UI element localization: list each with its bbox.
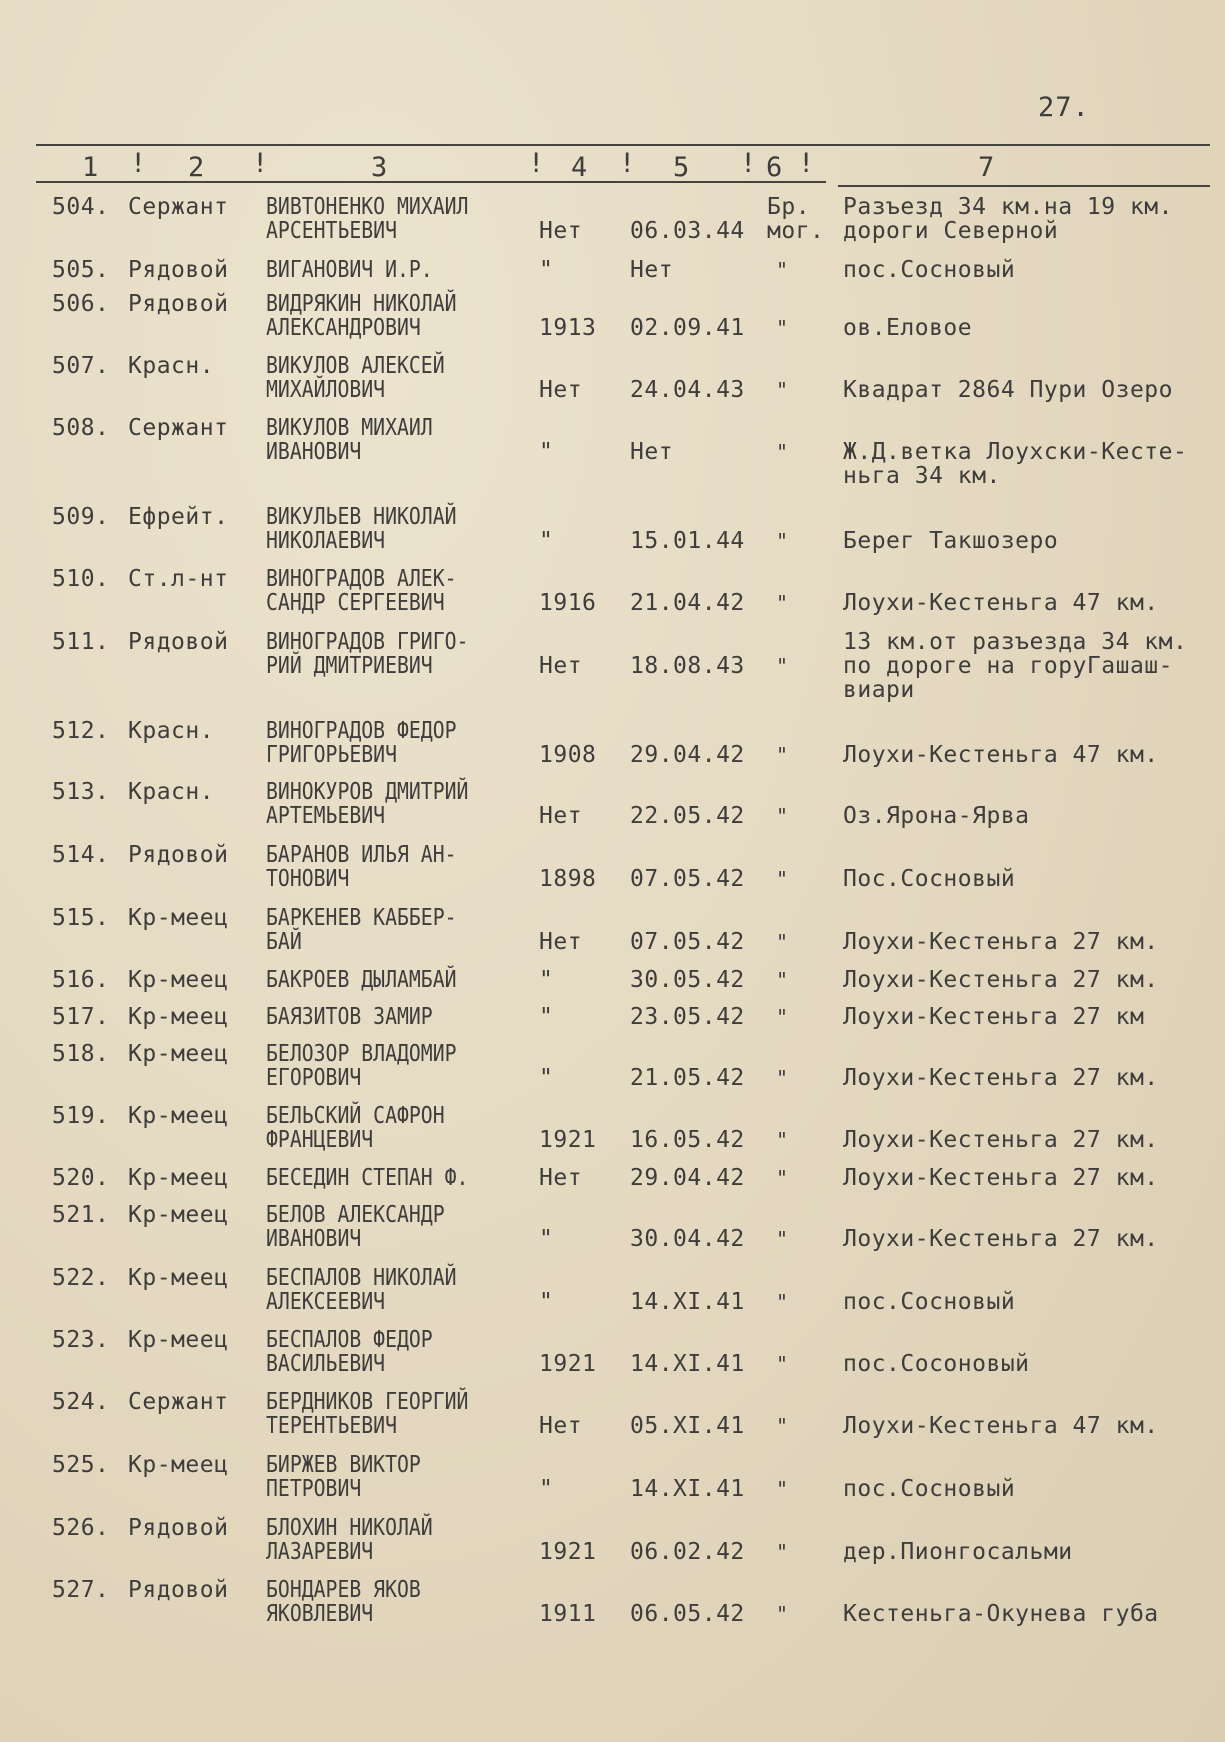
row-burial-type: " bbox=[776, 1005, 789, 1029]
row-number: 506. bbox=[52, 291, 110, 317]
row-burial-type: " bbox=[776, 1602, 789, 1626]
row-birth-year: 1921 bbox=[539, 1351, 597, 1377]
row-rank: Красн. bbox=[128, 779, 215, 805]
row-name: БЕСЕДИН СТЕПАН Ф. bbox=[266, 1165, 469, 1191]
header-top-rule bbox=[36, 144, 1210, 146]
row-name: БЕЛЬСКИЙ САФРОН bbox=[266, 1103, 445, 1129]
row-rank: Кр-меец bbox=[128, 1202, 229, 1228]
row-name: БЕЛОВ АЛЕКСАНДР bbox=[266, 1202, 445, 1228]
row-name: БАРКЕНЕВ КАББЕР- bbox=[266, 905, 457, 931]
row-number: 516. bbox=[52, 967, 110, 993]
row-name: БЛОХИН НИКОЛАЙ bbox=[266, 1515, 433, 1541]
row-number: 508. bbox=[52, 415, 110, 441]
row-death-date: 23.05.42 bbox=[630, 1004, 745, 1030]
row-rank: Рядовой bbox=[128, 1577, 229, 1603]
row-death-date: 30.05.42 bbox=[630, 967, 745, 993]
column-separator: ! bbox=[619, 148, 636, 179]
row-number: 505. bbox=[52, 257, 110, 283]
row-death-date: 06.02.42 bbox=[630, 1539, 745, 1565]
row-birth-year: " bbox=[539, 439, 554, 465]
row-death-date: 24.04.43 bbox=[630, 377, 745, 403]
row-rank: Рядовой bbox=[128, 257, 229, 283]
row-rank: Красн. bbox=[128, 718, 215, 744]
row-burial-place: Лоухи-Кестеньга 27 км. bbox=[843, 1127, 1159, 1153]
column-header-5: 5 bbox=[673, 152, 690, 183]
row-burial-place: 13 км.от разъезда 34 км. bbox=[843, 629, 1188, 655]
row-name: ВИНОГРАДОВ АЛЕК- bbox=[266, 566, 457, 592]
row-number: 522. bbox=[52, 1265, 110, 1291]
row-name: АЛЕКСАНДРОВИЧ bbox=[266, 315, 421, 341]
row-number: 527. bbox=[52, 1577, 110, 1603]
row-rank: Кр-меец bbox=[128, 1265, 229, 1291]
row-burial-place: пос.Сосновый bbox=[843, 257, 1016, 283]
row-birth-year: Нет bbox=[539, 929, 583, 955]
row-name: БАКРОЕВ ДЫЛАМБАЙ bbox=[266, 967, 457, 993]
row-number: 509. bbox=[52, 504, 110, 530]
row-name: ГРИГОРЬЕВИЧ bbox=[266, 742, 398, 768]
row-birth-year: Нет bbox=[539, 653, 583, 679]
row-number: 507. bbox=[52, 353, 110, 379]
row-burial-type: " bbox=[776, 743, 789, 767]
row-rank: Рядовой bbox=[128, 1515, 229, 1541]
row-burial-type: " bbox=[776, 804, 789, 828]
row-birth-year: " bbox=[539, 528, 554, 554]
row-burial-place: дер.Пионгосальми bbox=[843, 1539, 1073, 1565]
row-burial-type: " bbox=[776, 1540, 789, 1564]
row-number: 521. bbox=[52, 1202, 110, 1228]
row-name: ЕГОРОВИЧ bbox=[266, 1065, 362, 1091]
row-name: ВИВТОНЕНКО МИХАИЛ bbox=[266, 194, 469, 220]
row-death-date: 18.08.43 bbox=[630, 653, 745, 679]
row-rank: Кр-меец bbox=[128, 1041, 229, 1067]
row-name: БЕРДНИКОВ ГЕОРГИЙ bbox=[266, 1389, 469, 1415]
row-number: 526. bbox=[52, 1515, 110, 1541]
row-burial-place: виари bbox=[843, 677, 915, 703]
row-burial-place: Лоухи-Кестеньга 47 км. bbox=[843, 742, 1159, 768]
row-burial-type: " bbox=[776, 867, 789, 891]
row-name: ПЕТРОВИЧ bbox=[266, 1476, 362, 1502]
column-header-1: 1 bbox=[82, 152, 99, 183]
row-burial-place: ньга 34 км. bbox=[843, 463, 1001, 489]
row-name: ВИНОКУРОВ ДМИТРИЙ bbox=[266, 779, 469, 805]
column-separator: ! bbox=[528, 148, 545, 179]
row-death-date: 14.XI.41 bbox=[630, 1289, 745, 1315]
row-name: ВИКУЛОВ МИХАИЛ bbox=[266, 415, 433, 441]
row-birth-year: 1921 bbox=[539, 1127, 597, 1153]
row-burial-place: Берег Такшозеро bbox=[843, 528, 1059, 554]
row-rank: Кр-меец bbox=[128, 967, 229, 993]
row-burial-place: Лоухи-Кестеньга 27 км. bbox=[843, 967, 1159, 993]
row-birth-year: Нет bbox=[539, 1413, 583, 1439]
row-rank: Кр-меец bbox=[128, 1327, 229, 1353]
row-birth-year: " bbox=[539, 1004, 554, 1030]
row-burial-type: " bbox=[776, 258, 789, 282]
row-rank: Сержант bbox=[128, 1389, 229, 1415]
row-burial-type: " bbox=[776, 1066, 789, 1090]
row-number: 517. bbox=[52, 1004, 110, 1030]
row-number: 523. bbox=[52, 1327, 110, 1353]
row-burial-place: Лоухи-Кестеньга 47 км. bbox=[843, 590, 1159, 616]
row-name: САНДР СЕРГЕЕВИЧ bbox=[266, 590, 445, 616]
row-death-date: 16.05.42 bbox=[630, 1127, 745, 1153]
row-birth-year: Нет bbox=[539, 377, 583, 403]
row-death-date: 21.04.42 bbox=[630, 590, 745, 616]
column-separator: ! bbox=[740, 148, 757, 179]
row-birth-year: 1908 bbox=[539, 742, 597, 768]
row-rank: Кр-меец bbox=[128, 1452, 229, 1478]
row-name: БОНДАРЕВ ЯКОВ bbox=[266, 1577, 421, 1603]
row-burial-place: дороги Северной bbox=[843, 218, 1059, 244]
row-name: РИЙ ДМИТРИЕВИЧ bbox=[266, 653, 433, 679]
row-burial-type: " bbox=[776, 968, 789, 992]
row-name: БАЯЗИТОВ ЗАМИР bbox=[266, 1004, 433, 1030]
row-number: 519. bbox=[52, 1103, 110, 1129]
row-birth-year: 1911 bbox=[539, 1601, 597, 1627]
row-death-date: 29.04.42 bbox=[630, 1165, 745, 1191]
row-burial-type: " bbox=[776, 1128, 789, 1152]
row-burial-place: по дороге на горуГашаш- bbox=[843, 653, 1173, 679]
row-birth-year: 1898 bbox=[539, 866, 597, 892]
row-birth-year: " bbox=[539, 1065, 554, 1091]
row-name: НИКОЛАЕВИЧ bbox=[266, 528, 386, 554]
row-name: ВИНОГРАДОВ ФЕДОР bbox=[266, 718, 457, 744]
row-birth-year: Нет bbox=[539, 803, 583, 829]
row-rank: Рядовой bbox=[128, 629, 229, 655]
row-burial-place: Пос.Сосновый bbox=[843, 866, 1016, 892]
row-burial-type: " bbox=[776, 1477, 789, 1501]
row-number: 524. bbox=[52, 1389, 110, 1415]
row-death-date: 07.05.42 bbox=[630, 929, 745, 955]
row-number: 525. bbox=[52, 1452, 110, 1478]
row-death-date: 15.01.44 bbox=[630, 528, 745, 554]
row-name: ТЕРЕНТЬЕВИЧ bbox=[266, 1413, 398, 1439]
row-death-date: 22.05.42 bbox=[630, 803, 745, 829]
row-burial-type: " bbox=[776, 1290, 789, 1314]
row-number: 511. bbox=[52, 629, 110, 655]
row-birth-year: " bbox=[539, 1476, 554, 1502]
row-burial-place: Квадрат 2864 Пури Озеро bbox=[843, 377, 1173, 403]
page-number: 27. bbox=[1038, 92, 1090, 123]
row-burial-type: " bbox=[776, 1227, 789, 1251]
row-burial-place: ов.Еловое bbox=[843, 315, 973, 341]
row-name: БЕСПАЛОВ НИКОЛАЙ bbox=[266, 1265, 457, 1291]
row-number: 514. bbox=[52, 842, 110, 868]
row-burial-type: " bbox=[776, 1414, 789, 1438]
row-rank: Кр-меец bbox=[128, 1165, 229, 1191]
row-birth-year: Нет bbox=[539, 218, 583, 244]
row-birth-year: 1916 bbox=[539, 590, 597, 616]
row-name: БИРЖЕВ ВИКТОР bbox=[266, 1452, 421, 1478]
row-number: 510. bbox=[52, 566, 110, 592]
row-rank: Кр-меец bbox=[128, 905, 229, 931]
row-burial-type: " bbox=[776, 654, 789, 678]
row-death-date: 30.04.42 bbox=[630, 1226, 745, 1252]
row-birth-year: 1913 bbox=[539, 315, 597, 341]
row-burial-place: Лоухи-Кестеньга 47 км. bbox=[843, 1413, 1159, 1439]
row-burial-place: пос.Сосновый bbox=[843, 1289, 1016, 1315]
row-name: АЛЕКСЕЕВИЧ bbox=[266, 1289, 386, 1315]
header-bottom-rule bbox=[36, 181, 826, 183]
row-death-date: 05.XI.41 bbox=[630, 1413, 745, 1439]
column-header-4: 4 bbox=[571, 152, 588, 183]
row-name: АРТЕМЬЕВИЧ bbox=[266, 803, 386, 829]
row-burial-place: Лоухи-Кестеньга 27 км. bbox=[843, 1065, 1159, 1091]
row-name: БАРАНОВ ИЛЬЯ АН- bbox=[266, 842, 457, 868]
row-burial-type: " bbox=[776, 591, 789, 615]
row-name: БЕСПАЛОВ ФЕДОР bbox=[266, 1327, 433, 1353]
column-separator: ! bbox=[252, 148, 269, 179]
row-name: БЕЛОЗОР ВЛАДОМИР bbox=[266, 1041, 457, 1067]
row-death-date: 06.05.42 bbox=[630, 1601, 745, 1627]
row-rank: Ст.л-нт bbox=[128, 566, 229, 592]
row-rank: Рядовой bbox=[128, 291, 229, 317]
row-name: ЛАЗАРЕВИЧ bbox=[266, 1539, 374, 1565]
row-burial-place: пос.Сосоновый bbox=[843, 1351, 1030, 1377]
row-death-date: 06.03.44 bbox=[630, 218, 745, 244]
row-burial-type: " bbox=[776, 378, 789, 402]
column-separator: ! bbox=[130, 148, 147, 179]
row-rank: Кр-меец bbox=[128, 1103, 229, 1129]
row-name: ВИКУЛОВ АЛЕКСЕЙ bbox=[266, 353, 445, 379]
row-burial-place: Кестеньга-Окунева губа bbox=[843, 1601, 1159, 1627]
row-name: ВИНОГРАДОВ ГРИГО- bbox=[266, 629, 469, 655]
row-burial-place: пос.Сосновый bbox=[843, 1476, 1016, 1502]
row-rank: Кр-меец bbox=[128, 1004, 229, 1030]
row-burial-type: " bbox=[776, 529, 789, 553]
row-name: ИВАНОВИЧ bbox=[266, 439, 362, 465]
row-birth-year: " bbox=[539, 1289, 554, 1315]
row-name: ИВАНОВИЧ bbox=[266, 1226, 362, 1252]
row-name: ФРАНЦЕВИЧ bbox=[266, 1127, 374, 1153]
row-birth-year: 1921 bbox=[539, 1539, 597, 1565]
row-burial-place: Лоухи-Кестеньга 27 км. bbox=[843, 1226, 1159, 1252]
column-header-3: 3 bbox=[371, 152, 388, 183]
row-burial-place: Лоухи-Кестеньга 27 км. bbox=[843, 1165, 1159, 1191]
row-birth-year: " bbox=[539, 257, 554, 283]
row-name: МИХАЙЛОВИЧ bbox=[266, 377, 386, 403]
row-number: 513. bbox=[52, 779, 110, 805]
row-burial-type: " bbox=[776, 440, 789, 464]
row-burial-place: Лоухи-Кестеньга 27 км. bbox=[843, 929, 1159, 955]
row-name: ВИДРЯКИН НИКОЛАЙ bbox=[266, 291, 457, 317]
row-death-date: 21.05.42 bbox=[630, 1065, 745, 1091]
row-death-date: Нет bbox=[630, 257, 674, 283]
row-burial-place: Ж.Д.ветка Лоухски-Кесте- bbox=[843, 439, 1188, 465]
row-rank: Сержант bbox=[128, 194, 229, 220]
row-burial-type: " bbox=[776, 316, 789, 340]
row-name: ВАСИЛЬЕВИЧ bbox=[266, 1351, 386, 1377]
row-burial-type: мог. bbox=[767, 218, 825, 244]
row-number: 504. bbox=[52, 194, 110, 220]
row-birth-year: " bbox=[539, 1226, 554, 1252]
header-bottom-rule-right bbox=[838, 185, 1210, 187]
row-burial-place: Разъезд 34 км.на 19 км. bbox=[843, 194, 1173, 220]
row-name: ВИГАНОВИЧ И.Р. bbox=[266, 257, 433, 283]
row-death-date: 07.05.42 bbox=[630, 866, 745, 892]
row-birth-year: " bbox=[539, 967, 554, 993]
row-name: ТОНОВИЧ bbox=[266, 866, 350, 892]
column-separator: ! bbox=[798, 148, 815, 179]
row-name: БАЙ bbox=[266, 929, 302, 955]
row-name: АРСЕНТЬЕВИЧ bbox=[266, 218, 398, 244]
row-number: 515. bbox=[52, 905, 110, 931]
row-number: 520. bbox=[52, 1165, 110, 1191]
column-header-7: 7 bbox=[978, 152, 995, 183]
row-death-date: Нет bbox=[630, 439, 674, 465]
row-burial-type: Бр. bbox=[767, 194, 811, 220]
row-burial-type: " bbox=[776, 1352, 789, 1376]
row-number: 512. bbox=[52, 718, 110, 744]
row-death-date: 14.XI.41 bbox=[630, 1351, 745, 1377]
row-burial-type: " bbox=[776, 1166, 789, 1190]
row-death-date: 14.XI.41 bbox=[630, 1476, 745, 1502]
row-burial-place: Оз.Ярона-Ярва bbox=[843, 803, 1030, 829]
row-death-date: 02.09.41 bbox=[630, 315, 745, 341]
row-name: ЯКОВЛЕВИЧ bbox=[266, 1601, 374, 1627]
row-birth-year: Нет bbox=[539, 1165, 583, 1191]
row-death-date: 29.04.42 bbox=[630, 742, 745, 768]
row-rank: Сержант bbox=[128, 415, 229, 441]
column-header-2: 2 bbox=[188, 152, 205, 183]
row-rank: Рядовой bbox=[128, 842, 229, 868]
column-header-6: 6 bbox=[766, 152, 783, 183]
row-burial-place: Лоухи-Кестеньга 27 км bbox=[843, 1004, 1145, 1030]
row-number: 518. bbox=[52, 1041, 110, 1067]
row-rank: Красн. bbox=[128, 353, 215, 379]
row-rank: Ефрейт. bbox=[128, 504, 229, 530]
row-burial-type: " bbox=[776, 930, 789, 954]
row-name: ВИКУЛЬЕВ НИКОЛАЙ bbox=[266, 504, 457, 530]
